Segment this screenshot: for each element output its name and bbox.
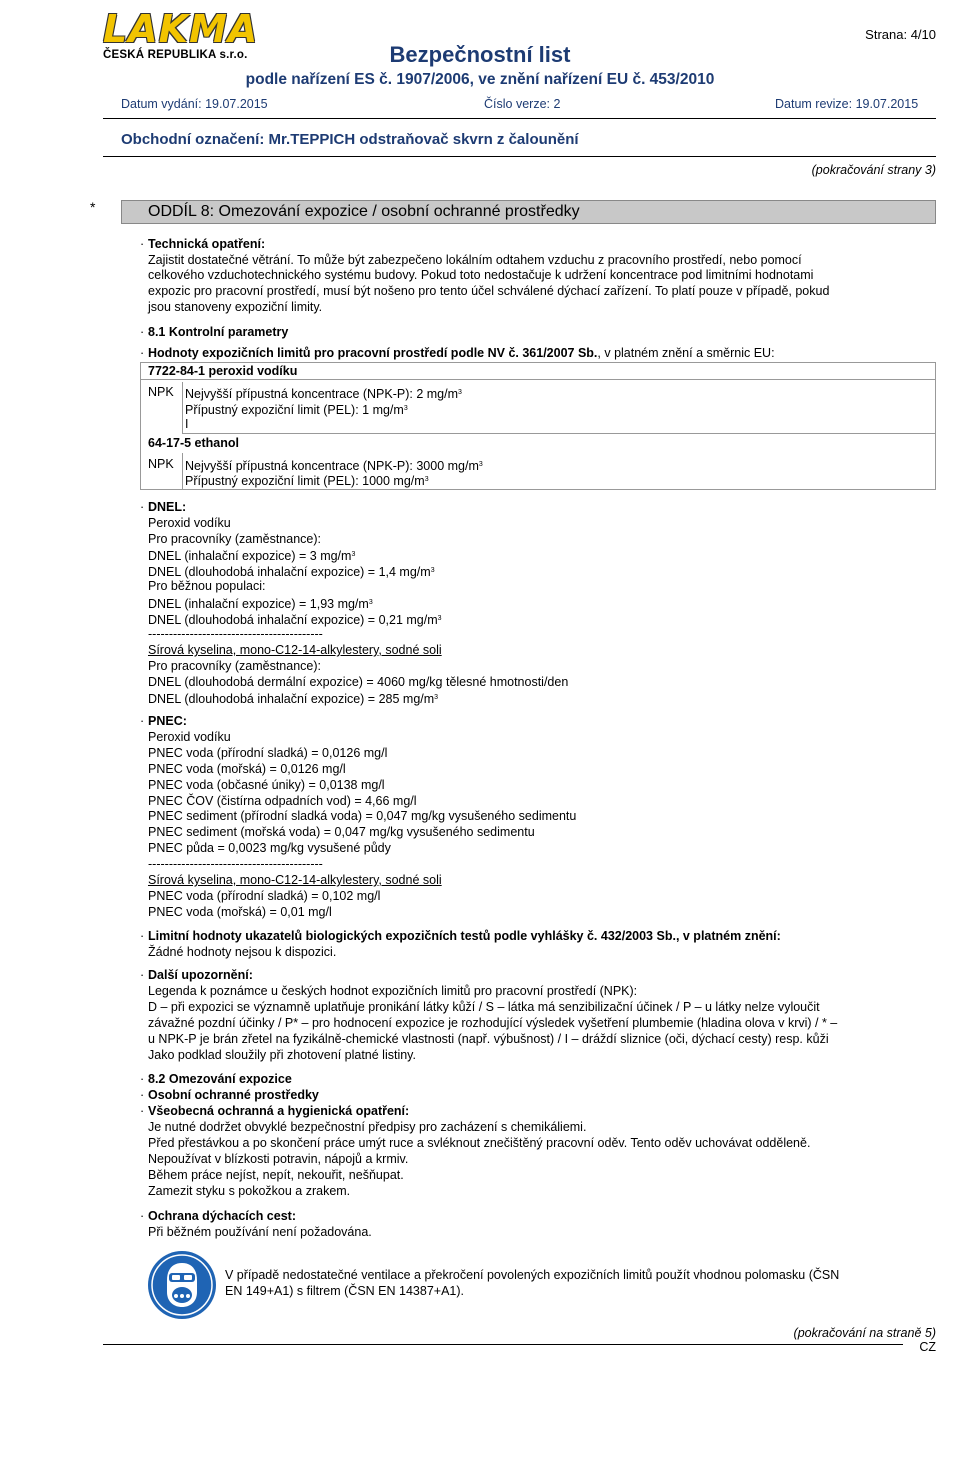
pnec-heading: PNEC: xyxy=(148,714,187,728)
bio-heading: Limitní hodnoty ukazatelů biologických expozičních testů podle vyhlášky č. 432/2003 Sb., v platném znění: xyxy=(148,929,781,943)
hygiene-line: Zamezit styku s pokožkou a zrakem. xyxy=(148,1184,351,1198)
dnel-line: Sírová kyselina, mono-C12-14-alkylestery, sodné soli xyxy=(148,643,442,657)
bio-text: Žádné hodnoty nejsou k dispozici. xyxy=(148,945,337,959)
pnec-line: Peroxid vodíku xyxy=(148,730,231,744)
limit-line: Nejvyšší přípustná koncentrace (NPK-P): 2 $mg/m^3$ xyxy=(185,387,462,401)
document-title: Bezpečnostní list xyxy=(389,42,571,67)
document-subtitle: podle nařízení ES č. 1907/2006, ve znění nařízení EU č. 453/2010 xyxy=(245,71,715,88)
section-title: ODDÍL 8: Omezování expozice / osobní ochranné prostředky xyxy=(148,203,580,220)
dnel-line: DNEL (dlouhodobá dermální expozice) = 4060 mg/kg tělesné hmotnosti/den xyxy=(148,675,569,689)
notes-line: Legenda k poznámce u českých hodnot expozičních limitů pro pracovní prostředí (NPK): xyxy=(148,984,638,998)
breathing-heading: Ochrana dýchacích cest: xyxy=(148,1209,296,1223)
hygiene-line: Během práce nejíst, nepít, nekouřit, nešňupat. xyxy=(148,1168,404,1182)
trade-name: Mr.TEPPICH odstraňovač skvrn z čalounění xyxy=(268,131,579,148)
logo-subtitle: ČESKÁ REPUBLIKA s.r.o. xyxy=(103,49,248,61)
language-code: CZ xyxy=(919,1340,936,1354)
notes-line: u NPK-P je brán zřetel na fyzikálně-chemické vlastnosti (např. výbušnost) / I – dráždí sliznice (oči, dýchací cesty) resp. kůži xyxy=(148,1032,829,1046)
pnec-line: Sírová kyselina, mono-C12-14-alkylestery, sodné soli xyxy=(148,873,442,887)
header-divider xyxy=(103,118,936,119)
hygiene-line: Je nutné dodržet obvyklé bezpečnostní předpisy pro zacházení s chemikáliemi. xyxy=(148,1120,587,1134)
technical-line: Zajistit dostatečné větrání. To může být zabezpečeno lokálním odtahem vzduchu z pracovního prostředí, nebo pomocí xyxy=(148,253,802,267)
technical-line: expozic pro pracovní prostředí, musí být nošeno pro tento účel schválené dýchací zařízení. To platí pouze v případě, pokud xyxy=(148,284,830,298)
notes-line: závažné pozdní účinky / P* – pro hodnocení expozice je rozhodující výsledek vyšetření plumbemie (hladina olova v krvi) / * – xyxy=(148,1016,838,1030)
dnel-heading: DNEL: xyxy=(148,500,187,514)
notes-heading: Další upozornění: xyxy=(148,968,253,982)
dnel-line: DNEL (dlouhodobá inhalační expozice) = 1,4 $mg/m^3$ xyxy=(148,565,435,579)
technical-heading: Technická opatření: xyxy=(148,237,266,251)
footer-divider xyxy=(103,1344,903,1345)
separator: ------------------------------------------ xyxy=(148,627,323,641)
pnec-line: PNEC voda (přírodní sladká) = 0,102 mg/l xyxy=(148,889,381,903)
hygiene-line: Před přestávkou a po skončení práce umýt ruce a svléknout znečištěný pracovní oděv. Tento oděv uchovávat odděleně. xyxy=(148,1136,811,1150)
dnel-line: DNEL (inhalační expozice) = 1,93 $mg/m^3$ xyxy=(148,597,373,611)
respirator-mask-icon xyxy=(147,1250,217,1320)
continued-from: (pokračování strany 3) xyxy=(811,163,936,177)
respirator-line: EN 149+A1) s filtrem (ČSN EN 14387+A1). xyxy=(225,1284,464,1298)
hygiene-line: Nepoužívat v blízkosti potravin, nápojů a krmiv. xyxy=(148,1152,409,1166)
pnec-line: PNEC sediment (přírodní sladká voda) = 0,047 mg/kg vysušeného sedimentu xyxy=(148,809,577,823)
pnec-line: PNEC voda (občasné úniky) = 0,0138 mg/l xyxy=(148,778,385,792)
hygiene-heading: Všeobecná ochranná a hygienická opatření: xyxy=(148,1104,410,1118)
npk-label: NPK xyxy=(148,457,174,471)
pnec-line: PNEC voda (přírodní sladká) = 0,0126 mg/l xyxy=(148,746,388,760)
separator: ------------------------------------------ xyxy=(148,857,323,871)
ppe-heading: Osobní ochranné prostředky xyxy=(148,1088,319,1102)
dnel-line: DNEL (inhalační expozice) = 3 $mg/m^3$ xyxy=(148,549,356,563)
exposure-control-heading: 8.2 Omezování expozice xyxy=(148,1072,292,1086)
substance-name: 64-17-5 ethanol xyxy=(148,436,240,450)
dnel-line: DNEL (dlouhodobá inhalační expozice) = 0,21 $mg/m^3$ xyxy=(148,613,442,627)
trade-name-line xyxy=(121,131,579,148)
dnel-line: Peroxid vodíku xyxy=(148,516,231,530)
npk-label: NPK xyxy=(148,385,174,399)
limit-line: I xyxy=(185,417,189,431)
technical-line: jsou stanoveny expoziční limity. xyxy=(148,300,323,314)
control-params-heading: 8.1 Kontrolní parametry xyxy=(148,325,289,339)
notes-line: D – při expozici se významně uplatňuje pronikání látky kůží / S – látka má senzibilizační účinek / P – u látky nelze vyloučit xyxy=(148,1000,820,1014)
substance-name: 7722-84-1 peroxid vodíku xyxy=(148,364,298,378)
breathing-text: Při běžném používání není požadována. xyxy=(148,1225,372,1239)
dnel-line: Pro běžnou populaci: xyxy=(148,579,266,593)
trade-divider xyxy=(103,156,936,157)
technical-line: celkového vzduchotechnického systému budovy. Pokud toto nedostačuje k udržení koncentrace pod limitními hodnotami xyxy=(148,268,814,282)
page-number: Strana: 4/10 xyxy=(865,27,936,42)
pnec-line: PNEC sediment (mořská voda) = 0,047 mg/kg vysušeného sedimentu xyxy=(148,825,535,839)
issue-date: Datum vydání: 19.07.2015 xyxy=(121,97,268,111)
limits-heading: Hodnoty expozičních limitů pro pracovní prostředí podle NV č. 361/2007 Sb., v platném znění a směrnic EU: xyxy=(148,346,775,360)
limit-line: Přípustný expoziční limit (PEL): 1000 $mg/m^3$ xyxy=(185,474,429,488)
pnec-line: PNEC ČOV (čistírna odpadních vod) = 4,66 mg/l xyxy=(148,794,417,808)
pnec-line: PNEC půda = 0,0023 mg/kg vysušené půdy xyxy=(148,841,391,855)
pnec-line: PNEC voda (mořská) = 0,0126 mg/l xyxy=(148,762,346,776)
version-number: Číslo verze: 2 xyxy=(484,97,561,111)
dnel-line: DNEL (dlouhodobá inhalační expozice) = 285 $mg/m^3$ xyxy=(148,692,439,706)
respirator-line: V případě nedostatečné ventilace a překročení povolených expozičních limitů použít vhodnou polomasku (ČSN xyxy=(225,1268,840,1282)
trade-label: Obchodní označení: xyxy=(121,131,265,148)
continued-to: (pokračování na straně 5) xyxy=(793,1326,936,1340)
pnec-line: PNEC voda (mořská) = 0,01 mg/l xyxy=(148,905,332,919)
limit-line: Přípustný expoziční limit (PEL): 1 $mg/m^3$ xyxy=(185,403,408,417)
limit-line: Nejvyšší přípustná koncentrace (NPK-P): 3000 $mg/m^3$ xyxy=(185,459,483,473)
dnel-line: Pro pracovníky (zaměstnance): xyxy=(148,659,321,673)
notes-line: Jako podklad sloužily při zhotovení platné listiny. xyxy=(148,1048,416,1062)
revision-date: Datum revize: 19.07.2015 xyxy=(775,97,919,111)
revision-star: * xyxy=(90,199,96,215)
logo-wordmark: LAKMA xyxy=(103,7,259,51)
dnel-line: Pro pracovníky (zaměstnance): xyxy=(148,532,321,546)
